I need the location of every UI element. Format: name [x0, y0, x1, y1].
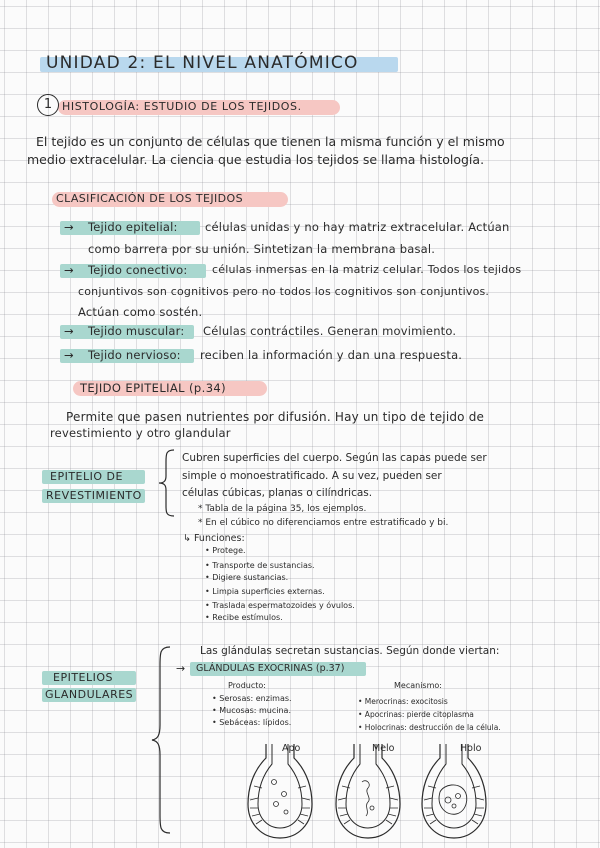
gland-label: Holo	[460, 743, 482, 754]
revestimiento-note: * En el cúbico no diferenciamos entre estratificado y bi.	[198, 518, 449, 528]
tejido-muscular-desc: Células contráctiles. Generan movimiento.	[203, 324, 457, 338]
funcion-item: • Recibe estímulos.	[205, 613, 283, 622]
glandulares-label: GLANDULARES	[45, 688, 134, 701]
brace-icon	[156, 448, 178, 518]
arrow: →	[64, 324, 74, 338]
revestimiento-label: REVESTIMIENTO	[46, 489, 142, 502]
tejido-muscular-label: Tejido muscular:	[88, 324, 185, 338]
revestimiento-desc: células cúbicas, planas o cilíndricas.	[182, 487, 373, 499]
glandulares-label: EPITELIOS	[53, 671, 114, 684]
funcion-item: • Transporte de sustancias.	[205, 561, 315, 570]
producto-title: Producto:	[228, 681, 266, 690]
page-title: UNIDAD 2: EL NIVEL ANATÓMICO	[46, 53, 359, 73]
glandulares-intro: Las glándulas secretan sustancias. Según donde viertan:	[200, 645, 500, 657]
mecanismo-item: • Apocrinas: pierde citoplasma	[358, 710, 474, 719]
clasificacion-heading: CLASIFICACIÓN DE LOS TEJIDOS	[56, 192, 243, 205]
apocrine-gland-drawing	[244, 742, 316, 842]
tejido-conectivo-desc: Actúan como sostén.	[78, 305, 203, 319]
gland-label: Melo	[372, 743, 395, 754]
section-number: 1	[43, 97, 53, 112]
funcion-item: • Limpia superficies externas.	[205, 587, 325, 596]
mecanismo-title: Mecanismo:	[394, 681, 442, 690]
revestimiento-desc: Cubren superficies del cuerpo. Según las capas puede ser	[182, 452, 487, 464]
arrow: →	[64, 263, 74, 277]
epitelial-heading: TEJIDO EPITELIAL (p.34)	[80, 381, 227, 395]
arrow: →	[64, 220, 74, 234]
revestimiento-note: * Tabla de la página 35, los ejemplos.	[198, 504, 367, 514]
mecanismo-item: • Merocrinas: exocitosis	[358, 697, 448, 706]
epitelial-intro: Permite que pasen nutrientes por difusión. Hay un tipo de tejido de	[66, 410, 485, 424]
funcion-item: • Digiere sustancias.	[205, 573, 289, 582]
tejido-epitelial-desc: como barrera por su unión. Sintetizan la membrana basal.	[88, 242, 436, 256]
funcion-item: • Traslada espermatozoides y óvulos.	[205, 601, 355, 610]
producto-item: • Serosas: enzimas.	[212, 694, 292, 703]
tejido-epitelial-label: Tejido epitelial:	[88, 220, 178, 234]
epitelial-intro: revestimiento y otro glandular	[50, 426, 231, 440]
merocrine-gland-drawing	[332, 742, 404, 842]
holocrine-gland-drawing	[418, 742, 490, 842]
tejido-nervioso-desc: reciben la información y dan una respuesta.	[200, 348, 463, 362]
producto-item: • Sebáceas: lípidos.	[212, 718, 292, 727]
arrow: →	[176, 662, 186, 675]
tejido-conectivo-desc: conjuntivos son cognitivos pero no todos los cognitivos son conjuntivos.	[78, 285, 490, 298]
tejido-nervioso-label: Tejido nervioso:	[88, 348, 181, 362]
exocrinas-heading: GLÁNDULAS EXOCRINAS (p.37)	[196, 663, 345, 674]
gland-label: Apo	[282, 743, 301, 754]
large-brace-icon	[148, 645, 174, 835]
section-number-circle	[37, 94, 59, 116]
tejido-epitelial-desc: células unidas y no hay matriz extracelular. Actúan	[205, 220, 510, 234]
tejido-conectivo-desc: células inmersas en la matriz celular. Todos los tejidos	[212, 263, 522, 276]
tejido-conectivo-label: Tejido conectivo:	[88, 263, 188, 277]
intro-line: medio extracelular. La ciencia que estudia los tejidos se llama histología.	[27, 152, 485, 167]
revestimiento-desc: simple o monoestratificado. A su vez, pueden ser	[182, 470, 442, 482]
funcion-item: • Protege.	[205, 546, 246, 555]
producto-item: • Mucosas: mucina.	[212, 706, 292, 715]
mecanismo-item: • Holocrinas: destrucción de la célula.	[358, 723, 501, 732]
revestimiento-label: EPITELIO DE	[50, 470, 123, 483]
section-heading: HISTOLOGÍA: ESTUDIO DE LOS TEJIDOS.	[62, 100, 302, 113]
funciones-title: ↳ Funciones:	[183, 533, 245, 544]
intro-line: El tejido es un conjunto de células que tienen la misma función y el mismo	[36, 134, 505, 149]
arrow: →	[64, 348, 74, 362]
